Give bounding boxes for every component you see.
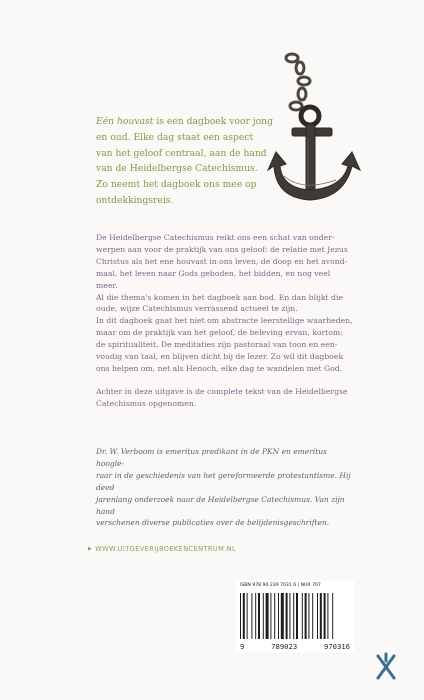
author-note (96, 446, 354, 529)
publisher-logo (373, 652, 399, 682)
barcode-digit-group: 970316 (324, 642, 350, 651)
text-line: oude, wijze Catechismus verrassend actueel te zijn. (96, 304, 298, 314)
barcode (240, 593, 350, 641)
paragraph-3 (96, 386, 354, 410)
text-line: Al die thema's komen in het dagboek aan bod. En dan blijkt die (96, 292, 343, 302)
text-line: maar om de praktijk van het geloof, de beleving ervan, kortom: (96, 328, 343, 338)
text-line: jarenlang onderzoek naar de Heidelbergse Catechismus. Van zijn hand (96, 494, 345, 516)
intro-line-3: van het geloof centraal, aan de hand (96, 147, 267, 159)
intro-blurb (96, 114, 331, 209)
publisher-website[interactable] (88, 545, 236, 553)
text-line: De Heidelbergse Catechismus reikt ons een schat van onder- (96, 233, 335, 242)
text-line: verschenen diverse publicaties over de belijdenisgeschriften. (96, 518, 330, 528)
isbn-label: ISBN 978 90 239 7031 6 | NUR 707 (240, 583, 321, 588)
text-line: Christus als het ene houvast in ons leven, de doop en het avond- (96, 256, 348, 266)
intro-title: Eén houvast (96, 116, 154, 127)
paragraph-2 (96, 315, 354, 375)
text-line: In dit dagboek gaat het niet om abstracte leerstellige waarheden, (96, 316, 353, 326)
intro-line-5: Zo neemt het dagboek ons mee op (96, 179, 257, 191)
intro-line-1: is een dagboek voor jong (153, 116, 273, 127)
paragraph-1 (96, 232, 354, 315)
intro-line-2: en oud. Elke dag staat een aspect (96, 131, 254, 143)
description (96, 232, 354, 410)
barcode-digit-group: 9 (240, 642, 245, 651)
text-line: de spiritualiteit. De meditaties zijn pastoraal van toon en een- (96, 340, 338, 350)
barcode-number (240, 642, 350, 651)
text-line: werpen aan voor de praktijk van ons geloof: de relatie met Jezus (96, 244, 348, 254)
text-line: Catechismus opgenomen. (96, 398, 197, 408)
intro-line-6: ontdekkingsreis. (96, 194, 174, 206)
text-line: raar in de geschiedenis van het gereformeerde protestantisme. Hij deed (96, 470, 351, 492)
barcode-digit-group: 789023 (271, 642, 298, 651)
text-line: maal, het leven naar Gods geboden, het bidden, en nog veel meer. (96, 268, 331, 290)
text-line: voudig van taal, en blijven dicht bij de lezer. Zo wil dit dagboek (96, 352, 344, 362)
text-line: Achter in deze uitgave is de complete tekst van de Heidelbergse (96, 386, 348, 396)
website-url[interactable]: WWW.UITGEVERIJBOEKENCENTRUM.NL (95, 545, 237, 553)
intro-line-4: van de Heidelbergse Catechismus. (96, 163, 258, 175)
text-line: Dr. W. Verboom is emeritus predikant in de PKN en emeritus hoogle- (96, 447, 327, 468)
arrow-icon: ▶ (88, 546, 93, 552)
text-line: ons helpen om, net als Henoch, elke dag te wandelen met God. (96, 363, 343, 373)
